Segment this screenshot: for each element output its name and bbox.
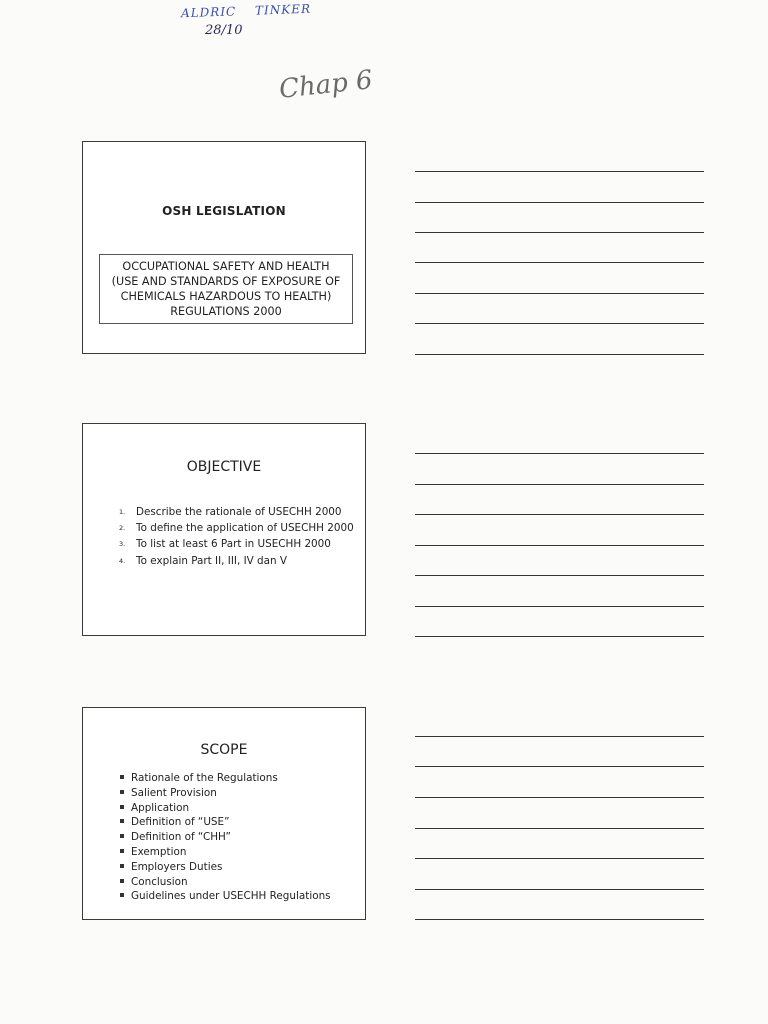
item-text: Rationale of the Regulations — [131, 772, 278, 784]
note-line — [415, 545, 704, 546]
square-bullet-icon — [120, 805, 124, 809]
item-text: Salient Provision — [131, 786, 217, 799]
square-bullet-icon — [120, 849, 124, 853]
slide-title: OSH LEGISLATION — [162, 204, 286, 218]
list-item — [120, 815, 331, 830]
note-line — [415, 202, 704, 203]
scope-list — [120, 771, 331, 904]
item-text: To list at least 6 Part in USECHH 2000 — [136, 538, 331, 551]
note-line — [415, 262, 704, 263]
note-line — [415, 484, 704, 485]
note-line — [415, 323, 704, 324]
objective-list — [119, 504, 354, 569]
item-number: 1. — [119, 508, 126, 516]
note-line — [415, 293, 704, 294]
note-line — [415, 828, 704, 829]
note-line — [415, 606, 704, 607]
item-text: Describe the rationale of USECHH 2000 — [136, 506, 342, 519]
list-item — [120, 771, 331, 786]
note-line — [415, 797, 704, 798]
regulation-title-line: OCCUPATIONAL SAFETY AND HEALTH — [122, 260, 330, 273]
note-line — [415, 766, 704, 767]
square-bullet-icon — [120, 893, 124, 897]
note-line — [415, 354, 704, 355]
list-item — [120, 830, 331, 845]
list-item — [120, 889, 331, 904]
note-line — [415, 736, 704, 737]
item-text: Exemption — [131, 845, 187, 858]
list-item — [119, 520, 354, 536]
item-text: Guidelines under USECHH Regulations — [131, 890, 331, 903]
item-text: Definition of “USE” — [131, 816, 230, 829]
handwritten-date: 28/10 — [205, 23, 243, 38]
item-number: 4. — [119, 556, 126, 565]
note-line — [415, 636, 704, 637]
item-text: Definition of “CHH” — [131, 831, 231, 844]
note-line — [415, 575, 704, 576]
regulation-title-box — [99, 254, 353, 324]
note-line — [415, 171, 704, 172]
item-text: Employers Duties — [131, 860, 223, 873]
regulation-title-line: CHEMICALS HAZARDOUS TO HEALTH) — [120, 290, 332, 303]
item-text: Application — [131, 801, 190, 814]
regulation-title — [101, 259, 351, 319]
item-text: Conclusion — [131, 875, 188, 888]
square-bullet-icon — [120, 879, 124, 883]
note-line — [415, 919, 704, 920]
item-text: To explain Part II, III, IV dan V — [136, 554, 288, 567]
list-item — [120, 845, 331, 860]
list-item — [120, 875, 331, 890]
list-item — [120, 801, 331, 816]
square-bullet-icon — [120, 834, 124, 838]
item-number: 2. — [119, 524, 126, 533]
slide-osh-legislation — [82, 141, 366, 354]
note-line — [415, 889, 704, 890]
list-item — [119, 553, 354, 569]
slide-title: SCOPE — [200, 742, 248, 758]
list-item — [119, 504, 354, 520]
square-bullet-icon — [120, 790, 124, 794]
regulation-title-line: (USE AND STANDARDS OF EXPOSURE OF — [111, 275, 341, 288]
handwritten-name: ALDRIC TINKER — [180, 1, 312, 21]
regulation-title-line: REGULATIONS 2000 — [170, 305, 282, 318]
square-bullet-icon — [120, 775, 124, 779]
square-bullet-icon — [120, 819, 124, 823]
list-item — [119, 536, 354, 552]
item-number: 3. — [119, 540, 126, 549]
slide-title: OBJECTIVE — [186, 459, 262, 475]
list-item — [120, 860, 331, 875]
note-line — [415, 858, 704, 859]
slide-objective — [82, 423, 366, 636]
item-text: To define the application of USECHH 2000 — [136, 522, 354, 535]
square-bullet-icon — [120, 864, 124, 868]
slide-scope — [82, 707, 366, 920]
list-item — [120, 786, 331, 801]
note-line — [415, 514, 704, 515]
handwritten-chapter: Chap 6 — [277, 65, 374, 105]
note-line — [415, 453, 704, 454]
note-line — [415, 232, 704, 233]
